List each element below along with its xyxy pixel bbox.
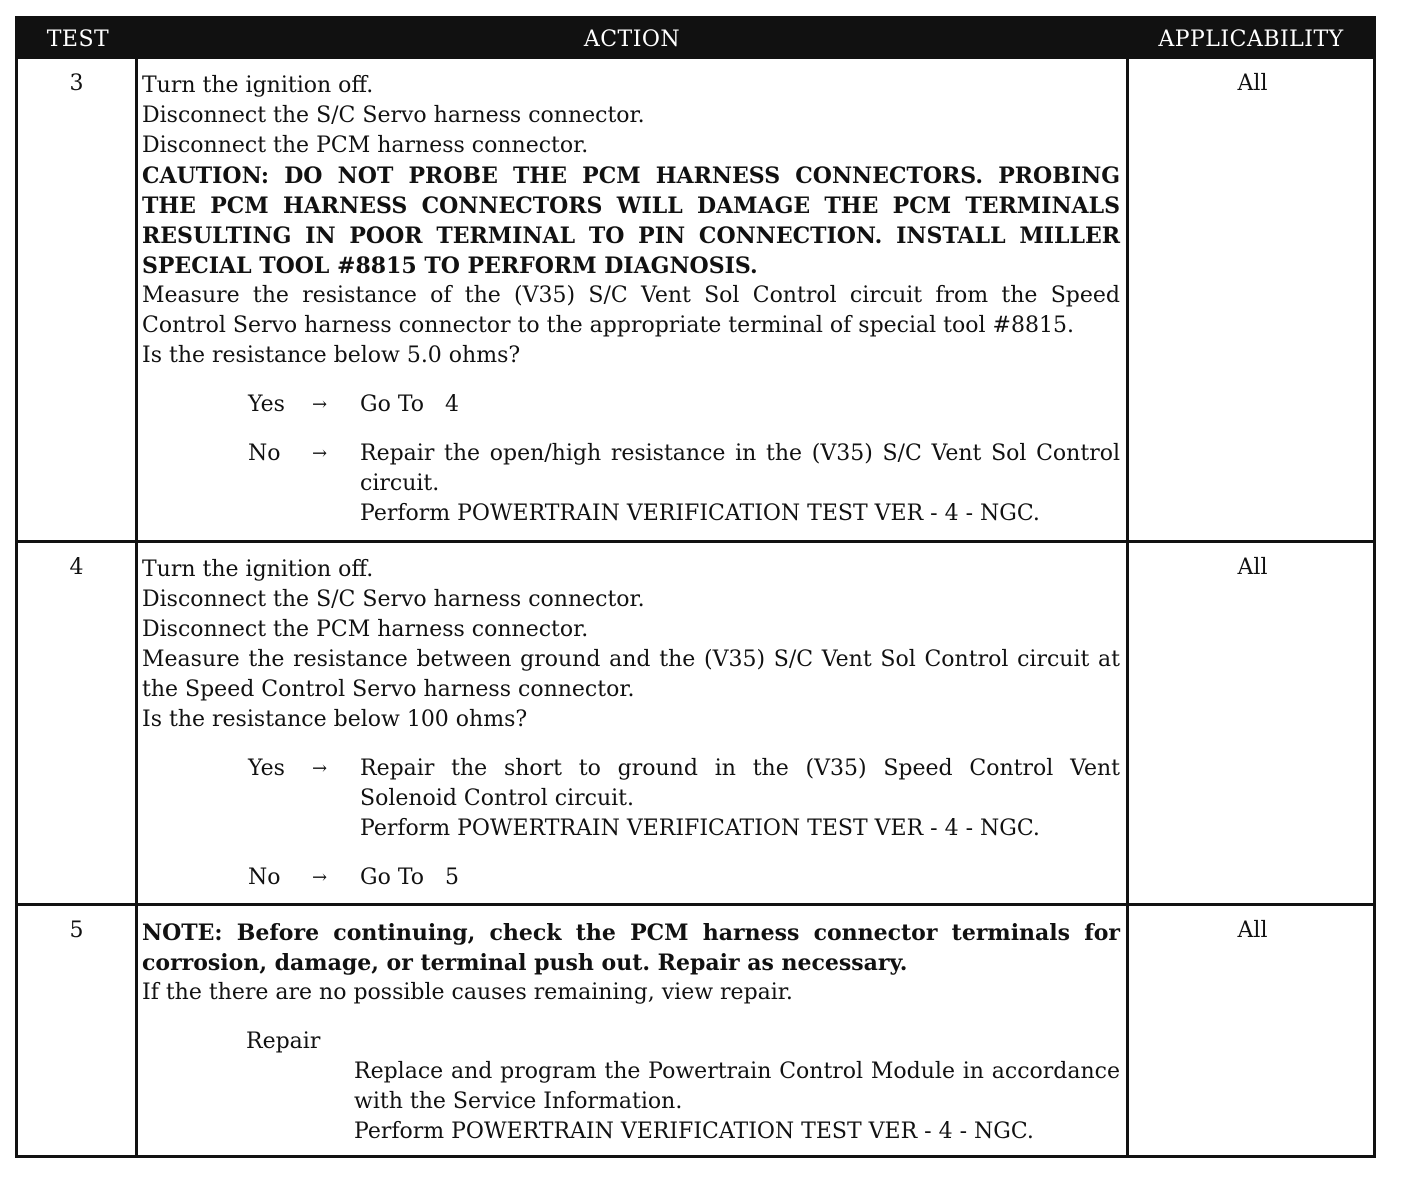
applicability-value: All <box>1126 906 1376 1155</box>
test-number: 3 <box>18 59 138 540</box>
action-cell <box>142 918 1120 1147</box>
arrow-right-icon: → <box>312 443 328 464</box>
applicability-value: All <box>1126 543 1376 903</box>
yes-label: Yes <box>248 392 285 417</box>
step-text: Disconnect the PCM harness connector. <box>142 617 589 642</box>
no-text: Go To 5 <box>360 865 459 890</box>
diagnostic-table <box>15 16 1376 1158</box>
applicability-value: All <box>1126 59 1376 540</box>
measure-text: Measure the resistance of the (V35) S/C Vent Sol Control circuit from the Speed Control Servo harness connector to the appropriate terminal of special tool #8815. <box>142 283 1120 338</box>
repair-text-verify: Perform POWERTRAIN VERIFICATION TEST VER - 4 - NGC. <box>354 1119 1034 1144</box>
repair-text: Replace and program the Powertrain Control Module in accordance with the Service Information. <box>354 1059 1120 1114</box>
caution-text: CAUTION: DO NOT PROBE THE PCM HARNESS CONNECTORS. PROBING THE PCM HARNESS CONNECTORS WILL DAMAGE THE PCM TERMINALS RESULTING IN POOR TERMINAL TO PIN CONNECTION. INSTALL MILLER SPECIAL TOOL #8815 TO PERFORM DIAGNOSIS. <box>142 163 1120 279</box>
question-text: Is the resistance below 100 ohms? <box>142 707 528 732</box>
yes-text-verify: Perform POWERTRAIN VERIFICATION TEST VER - 4 - NGC. <box>360 816 1040 841</box>
table-row <box>18 540 1373 903</box>
no-label: No <box>248 865 281 890</box>
repair-label: Repair <box>246 1029 321 1054</box>
header-action: ACTION <box>583 27 681 52</box>
test-number: 5 <box>18 906 138 1155</box>
step-text: Disconnect the S/C Servo harness connector. <box>142 103 645 128</box>
no-label: No <box>248 441 281 466</box>
arrow-right-icon: → <box>312 394 328 415</box>
table-row <box>18 59 1373 540</box>
yes-text: Repair the short to ground in the (V35) Speed Control Vent Solenoid Control circuit. <box>360 756 1120 811</box>
arrow-right-icon: → <box>312 758 328 779</box>
yes-branch <box>142 754 1120 844</box>
action-cell <box>142 71 1120 529</box>
no-branch <box>142 863 1120 893</box>
step-text: Turn the ignition off. <box>142 73 374 98</box>
step-text: If the there are no possible causes remaining, view repair. <box>142 980 793 1005</box>
note-text: NOTE: Before continuing, check the PCM harness connector terminals for corrosion, damage, or terminal push out. Repair as necessary. <box>142 920 1120 976</box>
action-cell <box>142 555 1120 893</box>
header-applicability: APPLICABILITY <box>1158 27 1344 52</box>
question-text: Is the resistance below 5.0 ohms? <box>142 343 521 368</box>
measure-text: Measure the resistance between ground and the (V35) S/C Vent Sol Control circuit at the Speed Control Servo harness connector. <box>142 647 1120 702</box>
test-number: 4 <box>18 543 138 903</box>
step-text: Disconnect the S/C Servo harness connector. <box>142 587 645 612</box>
yes-branch <box>142 390 1120 420</box>
arrow-right-icon: → <box>312 867 328 888</box>
header-test: TEST <box>46 27 110 52</box>
yes-label: Yes <box>248 756 285 781</box>
step-text: Turn the ignition off. <box>142 557 374 582</box>
table-header <box>18 19 1373 59</box>
step-text: Disconnect the PCM harness connector. <box>142 133 589 158</box>
yes-text: Go To 4 <box>360 392 459 417</box>
table-row <box>18 903 1373 1155</box>
no-text-verify: Perform POWERTRAIN VERIFICATION TEST VER - 4 - NGC. <box>360 501 1040 526</box>
no-branch <box>142 439 1120 529</box>
no-text: Repair the open/high resistance in the (V35) S/C Vent Sol Control circuit. <box>360 441 1120 496</box>
